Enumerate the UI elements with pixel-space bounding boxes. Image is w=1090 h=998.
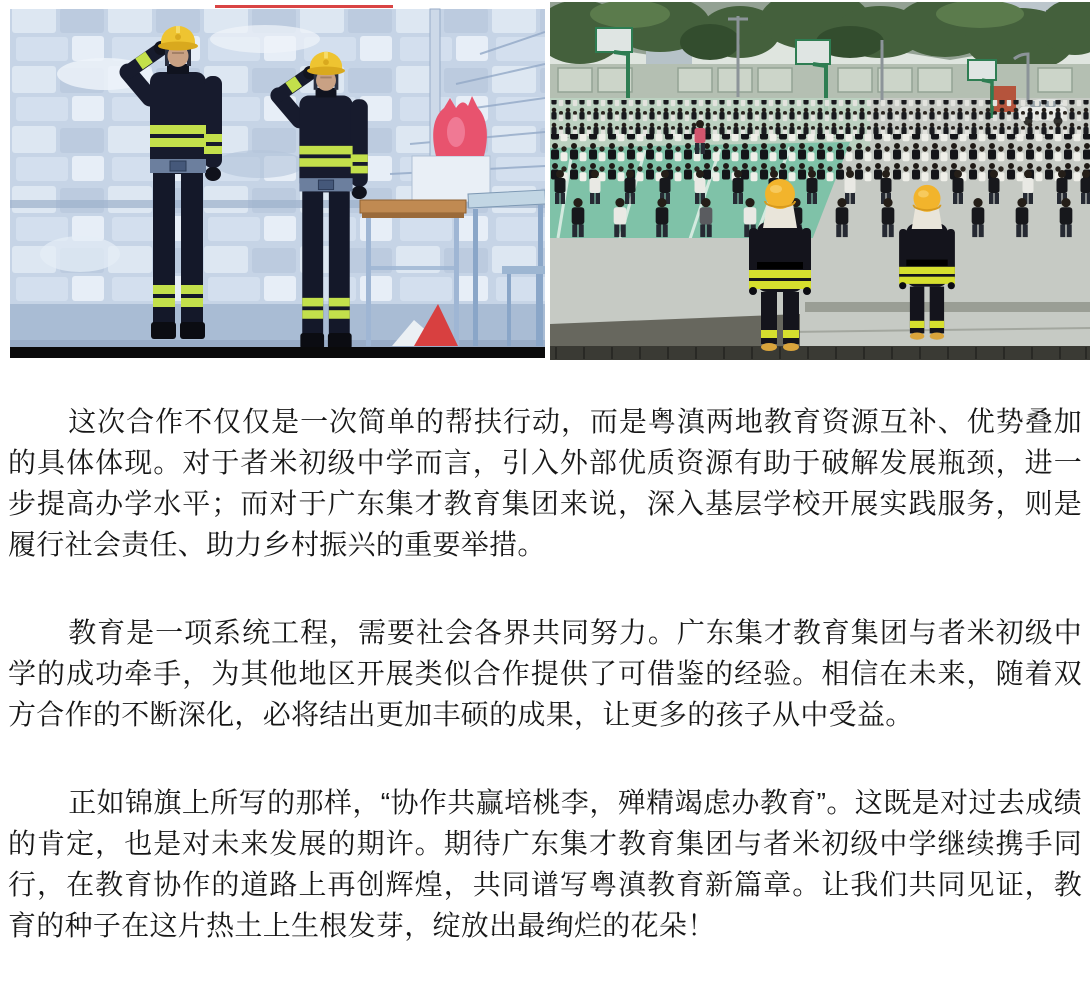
article-body [8, 401, 1082, 993]
drain-strip [550, 346, 1090, 360]
photo-firefighters-salute [10, 4, 545, 358]
paragraph-2: 教育是一项系统工程，需要社会各界共同努力。广东集才教育集团与者米初级中学的成功牵手，为其他地区开展类似合作提供了可借鉴的经验。相信在未来，随着双方合作的不断深化，必将结出更加丰硕的成果，让更多的孩子从中受益。 [8, 617, 1082, 730]
bottom-black-bar [10, 347, 545, 358]
photo-right-scene [550, 2, 1090, 360]
photo-left-scene [10, 4, 545, 358]
red-line [215, 5, 393, 8]
paragraph-1: 这次合作不仅仅是一次简单的帮扶行动，而是粤滇两地教育资源互补、优势叠加的具体体现。对于者米初级中学而言，引入外部优质资源有助于破解发展瓶颈，进一步提高办学水平；而对于广东集才教育集团来说，深入基层学校开展实践服务，则是履行社会责任、助力乡村振兴的重要举措。 [8, 406, 1082, 560]
paragraph-3: 正如锦旗上所写的那样，“协作共赢培桃李，殚精竭虑办教育”。这既是对过去成绩的肯定，也是对未来发展的期许。期待广东集才教育集团与者米初级中学继续携手同行，在教育协作的道路上再创辉煌，共同谱写粤滇教育新篇章。让我们共同见证，教育的种子在这片热土上生根发芽，绽放出最绚烂的花朵！ [8, 787, 1082, 941]
photo-assembly-drill [550, 2, 1090, 360]
